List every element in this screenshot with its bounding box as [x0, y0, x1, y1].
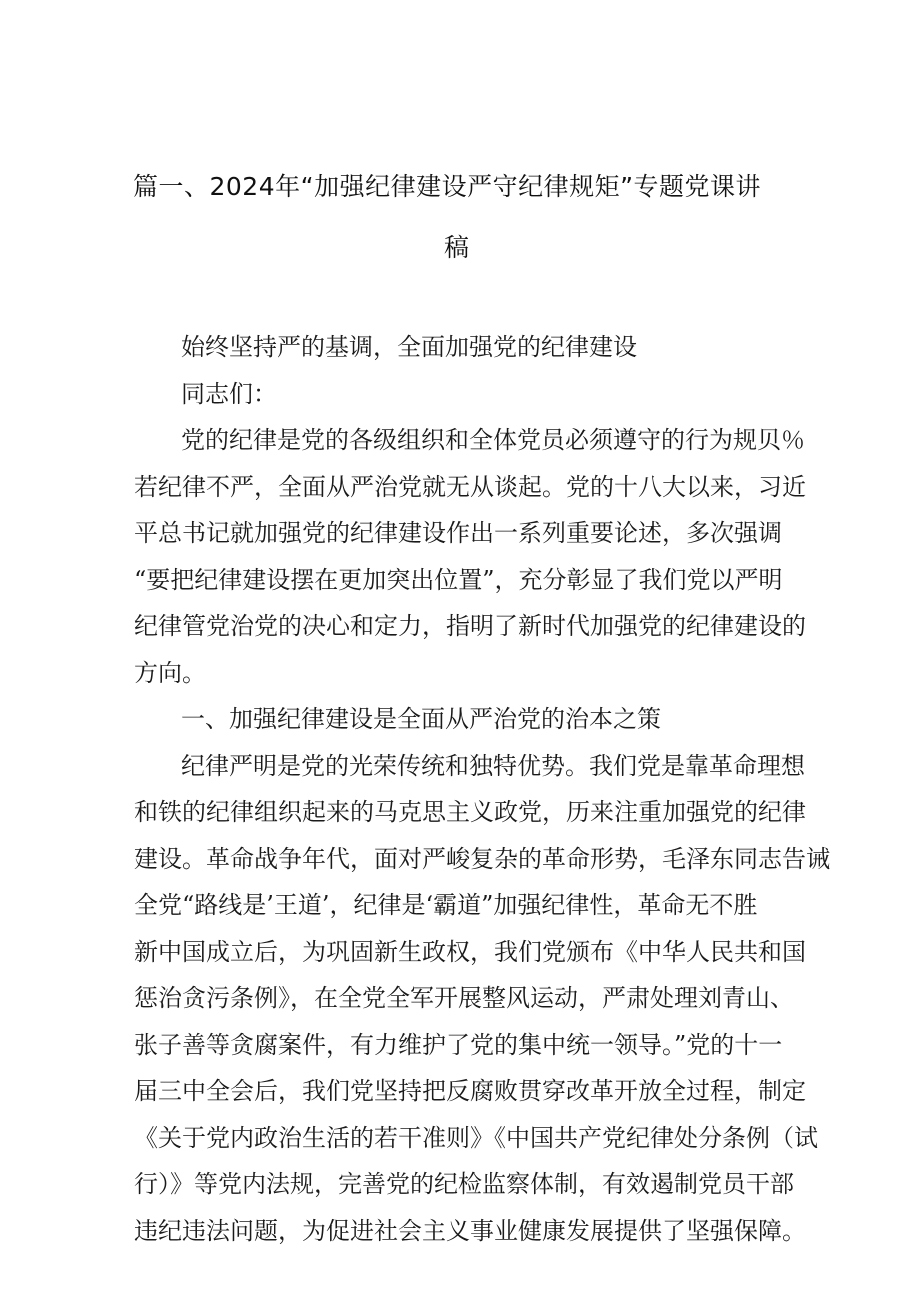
paragraph-line: “要把纪律建设摆在更加突出位置”，充分彰显了我们党以严明: [134, 566, 783, 594]
section-heading: 一、加强纪律建设是全面从严治党的治本之策: [181, 705, 661, 733]
paragraph-line: 党的纪律是党的各级组织和全体党员必须遵守的行为规贝％: [181, 426, 805, 454]
paragraph-line: 《关于党内政治生活的若干准则》《中国共产党纪律处分条例（试: [134, 1124, 818, 1152]
paragraph-line: 建设。革命战争年代，面对严峻复杂的革命形势，毛泽东同志告诫: [134, 845, 830, 873]
paragraph-line: 行）》等党内法规，完善党的纪检监察体制，有效遏制党员干部: [134, 1170, 794, 1198]
paragraph-line: 纪律严明是党的光荣传统和独特优势。我们党是靠革命理想: [181, 752, 805, 780]
greeting: 同志们：: [181, 380, 277, 408]
document-subtitle: 始终坚持严的基调，全面加强党的纪律建设: [181, 333, 637, 361]
paragraph-line: 全党“路线是’王道’，纪律是‘霸道”加强纪律性，革命无不胜: [134, 891, 758, 919]
paragraph-line: 和铁的纪律组织起来的马克思主义政党，历来注重加强党的纪律: [134, 798, 806, 826]
document-title-line-1: 篇一、2024年“加强纪律建设严守纪律规矩”专题党课讲: [133, 172, 762, 201]
paragraph-line: 若纪律不严，全面从严治党就无从谈起。党的十八大以来，习近: [134, 473, 806, 501]
paragraph-line: 张子善等贪腐案件，有力维护了党的集中统一领导。”党的十一: [134, 1031, 783, 1059]
paragraph-line: 新中国成立后，为巩固新生政权，我们党颁布《中华人民共和国: [134, 938, 806, 966]
paragraph-line: 惩治贪污条例》，在全党全军开展整风运动，严肃处理刘青山、: [134, 984, 794, 1012]
document-title-line-2: 稿: [444, 233, 470, 262]
paragraph-line: 方向。: [134, 659, 206, 687]
paragraph-line: 平总书记就加强党的纪律建设作出一系列重要论述，多次强调: [134, 519, 782, 547]
paragraph-line: 届三中全会后，我们党坚持把反腐败贯穿改革开放全过程，制定: [134, 1077, 806, 1105]
paragraph-line: 纪律管党治党的决心和定力，指明了新时代加强党的纪律建设的: [134, 612, 806, 640]
paragraph-line: 违纪违法问题，为促进社会主义事业健康发展提供了坚强保障。: [134, 1217, 806, 1245]
